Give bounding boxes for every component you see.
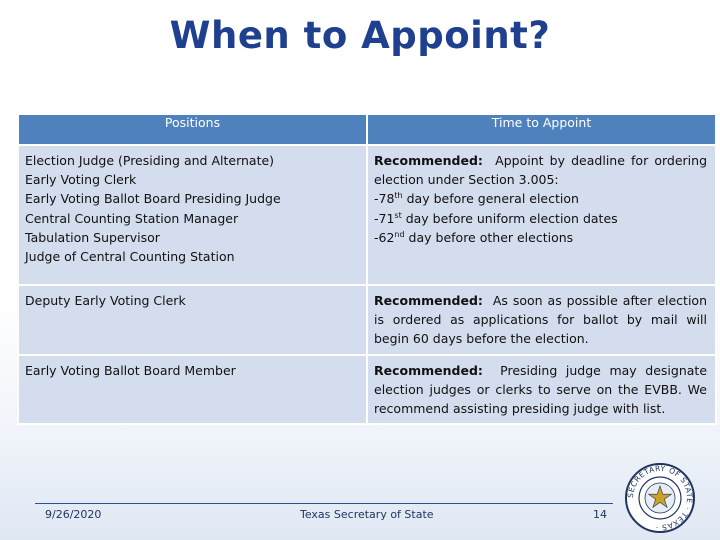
positions-cell <box>18 355 367 425</box>
position-item: Early Voting Ballot Board Member <box>25 362 236 378</box>
appointment-table <box>17 113 717 425</box>
time-text: Presiding judge may designate election judges or clerks to serve on the EVBB. We recommend assisting presiding judge with list. <box>374 362 708 417</box>
positions-cell <box>18 285 367 355</box>
position-item: Judge of Central Counting Station <box>25 249 235 265</box>
header-time-to-appoint: Time to Appoint <box>367 114 716 145</box>
table-row <box>18 285 716 355</box>
time-cell <box>367 355 716 425</box>
footer-divider <box>35 503 613 504</box>
deadline-item: -71st day before uniform election dates <box>374 210 618 226</box>
table-header-row <box>18 114 716 145</box>
position-item: Central Counting Station Manager <box>25 210 239 226</box>
time-cell <box>367 145 716 285</box>
table-row <box>18 355 716 425</box>
recommended-label: Recommended: <box>374 362 483 378</box>
position-item: Early Voting Clerk <box>25 172 137 188</box>
time-text: Appoint by deadline for ordering election under Section 3.005: <box>374 153 708 188</box>
position-item: Tabulation Supervisor <box>25 229 160 245</box>
table-row <box>18 145 716 285</box>
position-item: Deputy Early Voting Clerk <box>25 293 186 308</box>
position-item: Election Judge (Presiding and Alternate) <box>25 153 275 168</box>
deadline-item: -62nd day before other elections <box>374 229 574 245</box>
page-number: 14 <box>593 508 607 521</box>
header-positions: Positions <box>18 114 367 145</box>
seal-text: SECRETARY OF STATE · TEXAS · <box>625 463 695 533</box>
recommended-label: Recommended: <box>374 153 483 168</box>
footer-organization: Texas Secretary of State <box>300 508 434 521</box>
time-cell <box>367 285 716 355</box>
time-text: As soon as possible after election is ordered as applications for ballot by mail will begin 60 days before the election. <box>374 293 707 347</box>
slide-title: When to Appoint? <box>169 14 551 57</box>
recommended-label: Recommended: <box>374 293 483 308</box>
position-item: Early Voting Ballot Board Presiding Judge <box>25 191 281 207</box>
positions-cell <box>18 145 367 285</box>
deadline-item: -78th day before general election <box>374 191 579 207</box>
footer-date: 9/26/2020 <box>45 508 102 521</box>
state-seal-icon <box>624 462 696 534</box>
